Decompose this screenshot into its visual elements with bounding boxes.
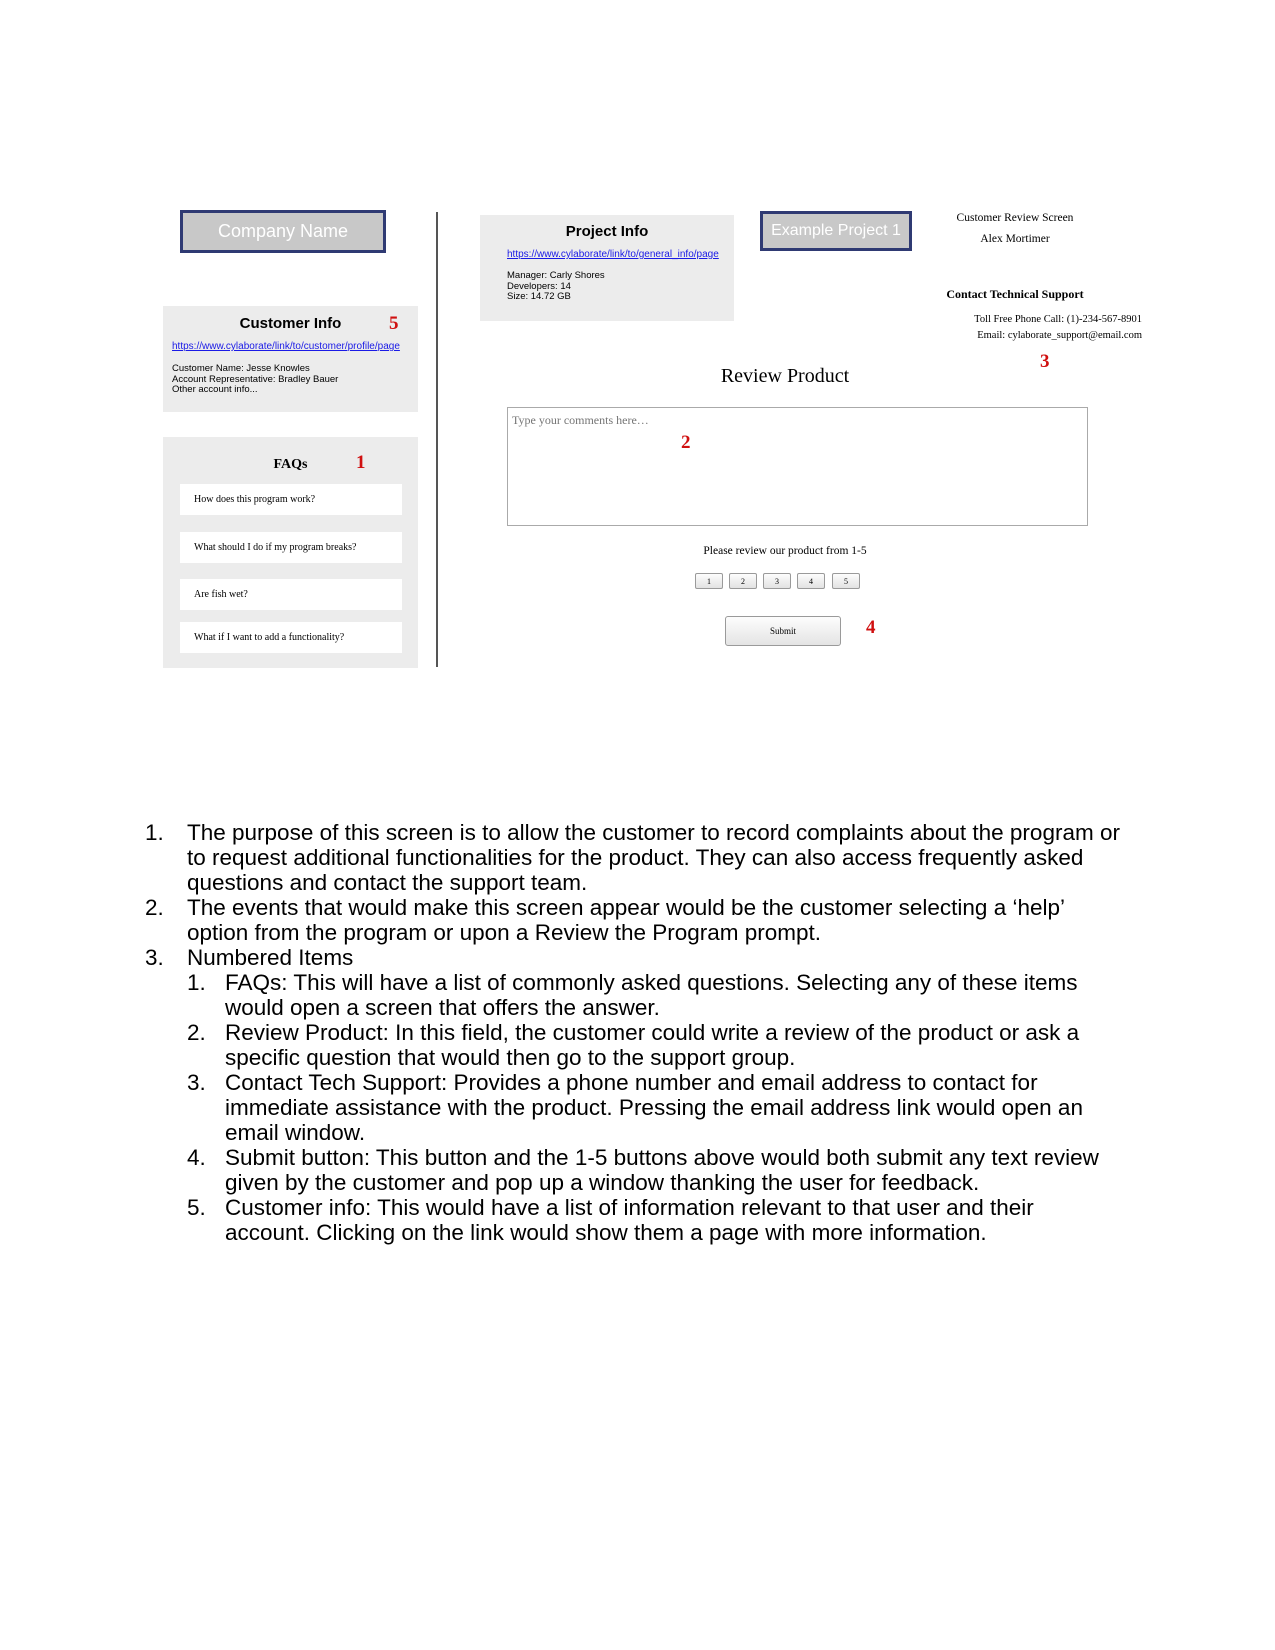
- column-divider: [436, 212, 438, 667]
- customer-info-panel: [163, 306, 418, 412]
- rating-button-4[interactable]: 4: [797, 573, 825, 589]
- list-number: 4.: [187, 1145, 206, 1170]
- list-text: FAQs: This will have a list of commonly asked questions. Selecting any of these items would open a screen that offers the answer.: [225, 970, 1078, 1020]
- list-text: Submit button: This button and the 1-5 buttons above would both submit any text review given by the customer and pop up a window thanking the user for feedback.: [225, 1145, 1099, 1195]
- rating-button-2[interactable]: 2: [729, 573, 757, 589]
- project-info-title: Project Info: [565, 223, 649, 240]
- submit-button[interactable]: Submit: [725, 616, 841, 646]
- support-email-link[interactable]: Email: cylaborate_support@email.com: [977, 330, 1142, 341]
- example-project-button[interactable]: Example Project 1: [760, 211, 912, 251]
- sub-list-item: [145, 1195, 1125, 1245]
- rating-button-3[interactable]: 3: [763, 573, 791, 589]
- list-text: Customer info: This would have a list of information relevant to that user and their account. Clicking on the link would show them a page with more information.: [225, 1195, 1034, 1245]
- list-number: 3.: [145, 945, 164, 970]
- description-list: [145, 820, 1125, 1245]
- project-info-details: Manager: Carly Shores Developers: 14 Size: 14.72 GB: [507, 270, 605, 302]
- annotation-marker-3: 3: [1040, 351, 1050, 372]
- customer-info-title: Customer Info: [239, 315, 342, 332]
- faq-item[interactable]: Are fish wet?: [180, 579, 402, 610]
- faq-item[interactable]: How does this program work?: [180, 484, 402, 515]
- faq-panel: [163, 437, 418, 668]
- annotation-marker-5: 5: [389, 313, 399, 334]
- list-text: The events that would make this screen appear would be the customer selecting a ‘help’ option from the program or upon a Review the Program prompt.: [187, 895, 1065, 945]
- sub-list-item: [145, 1020, 1125, 1070]
- user-name: Alex Mortimer: [980, 233, 1050, 245]
- support-phone: Toll Free Phone Call: (1)-234-567-8901: [974, 314, 1142, 325]
- annotation-marker-2: 2: [681, 432, 691, 453]
- list-number: 5.: [187, 1195, 206, 1220]
- sub-list-item: [145, 1070, 1125, 1145]
- customer-info-details: Customer Name: Jesse Knowles Account Representative: Bradley Bauer Other account info...: [172, 363, 339, 395]
- sub-list-item: [145, 970, 1125, 1020]
- list-number: 1.: [145, 820, 164, 845]
- list-text: Review Product: In this field, the customer could write a review of the product or ask a specific question that would then go to the support group.: [225, 1020, 1080, 1070]
- faq-item[interactable]: What if I want to add a functionality?: [180, 622, 402, 653]
- list-item: [145, 820, 1125, 895]
- project-info-link[interactable]: https://www.cylaborate/link/to/general_info/page: [507, 249, 719, 260]
- list-item: [145, 895, 1125, 945]
- support-heading: Contact Technical Support: [946, 287, 1084, 301]
- faq-item[interactable]: What should I do if my program breaks?: [180, 532, 402, 563]
- list-text: Contact Tech Support: Provides a phone number and email address to contact for immediate assistance with the product. Pressing the email address link would open an email window.: [225, 1070, 1083, 1145]
- list-number: 2.: [145, 895, 164, 920]
- annotation-marker-4: 4: [866, 617, 876, 638]
- review-heading: Review Product: [720, 365, 850, 387]
- faq-title: FAQs: [273, 457, 308, 472]
- rating-prompt: Please review our product from 1-5: [703, 545, 867, 557]
- list-text: Numbered Items: [187, 945, 354, 970]
- list-text: The purpose of this screen is to allow the customer to record complaints about the program or to request additional functionalities for the product. They can also access frequently asked questions and contact the support team.: [187, 820, 1120, 895]
- review-comment-input[interactable]: [507, 407, 1088, 526]
- rating-button-5[interactable]: 5: [832, 573, 860, 589]
- list-item: [145, 945, 1125, 970]
- customer-profile-link[interactable]: https://www.cylaborate/link/to/customer/profile/page: [172, 341, 400, 352]
- project-info-panel: [480, 215, 734, 321]
- screen-title: Customer Review Screen: [956, 212, 1074, 224]
- sub-list: [145, 970, 1125, 1245]
- list-number: 3.: [187, 1070, 206, 1095]
- rating-button-1[interactable]: 1: [695, 573, 723, 589]
- company-name-button[interactable]: Company Name: [180, 210, 386, 253]
- annotation-marker-1: 1: [356, 452, 366, 473]
- list-number: 2.: [187, 1020, 206, 1045]
- sub-list-item: [145, 1145, 1125, 1195]
- list-number: 1.: [187, 970, 206, 995]
